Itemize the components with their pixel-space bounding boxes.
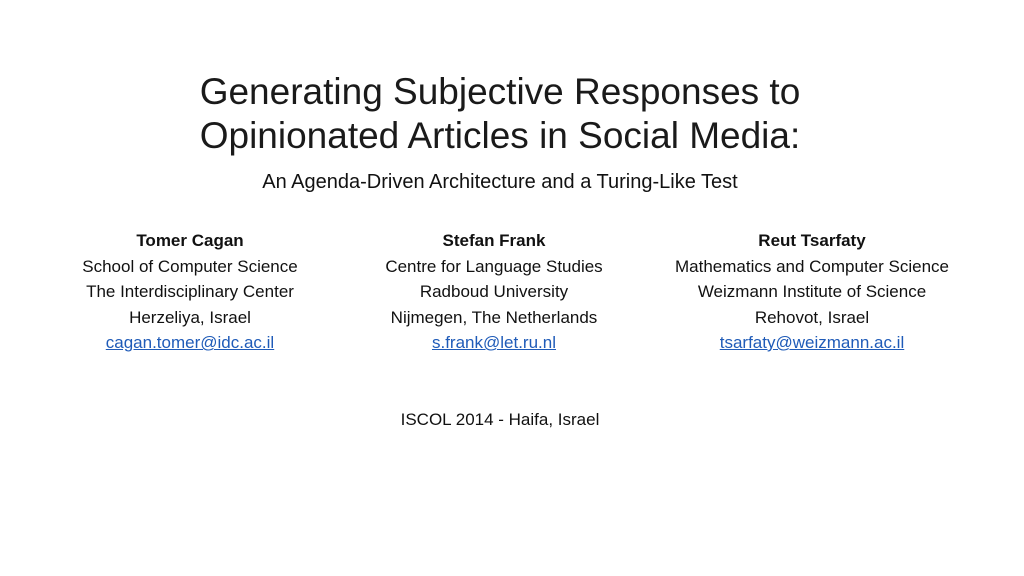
author-block-frank [344,228,644,356]
venue-label: ISCOL 2014 - Haifa, Israel [400,410,600,429]
author-affiliation-line: Herzeliya, Israel [129,307,251,327]
author-email-link[interactable]: tsarfaty@weizmann.ac.il [719,333,905,352]
slide-title-line-2: Opinionated Articles in Social Media: [199,115,801,156]
author-affiliation-line: School of Computer Science [82,256,298,276]
author-affiliation-line: The Interdisciplinary Center [86,282,294,301]
slide-title-line-1: Generating Subjective Responses to [199,71,801,112]
author-name: Stefan Frank [442,231,546,250]
author-email-link[interactable]: s.frank@let.ru.nl [431,333,557,352]
slide-subtitle: An Agenda-Driven Architecture and a Turing-Like Test [262,171,738,193]
author-affiliation-line: Mathematics and Computer Science [674,256,950,276]
author-block-cagan [40,228,340,356]
author-name: Reut Tsarfaty [758,231,866,250]
author-name: Tomer Cagan [136,231,244,250]
author-affiliation-line: Centre for Language Studies [385,256,603,276]
slide-title [0,70,1000,158]
author-list [0,228,1024,368]
author-email-link[interactable]: cagan.tomer@idc.ac.il [105,333,275,352]
author-block-tsarfaty [662,228,962,356]
author-affiliation-line: Rehovot, Israel [754,307,870,327]
author-affiliation-line: Nijmegen, The Netherlands [390,307,598,327]
author-affiliation-line: Weizmann Institute of Science [697,282,927,301]
author-affiliation-line: Radboud University [419,282,569,301]
